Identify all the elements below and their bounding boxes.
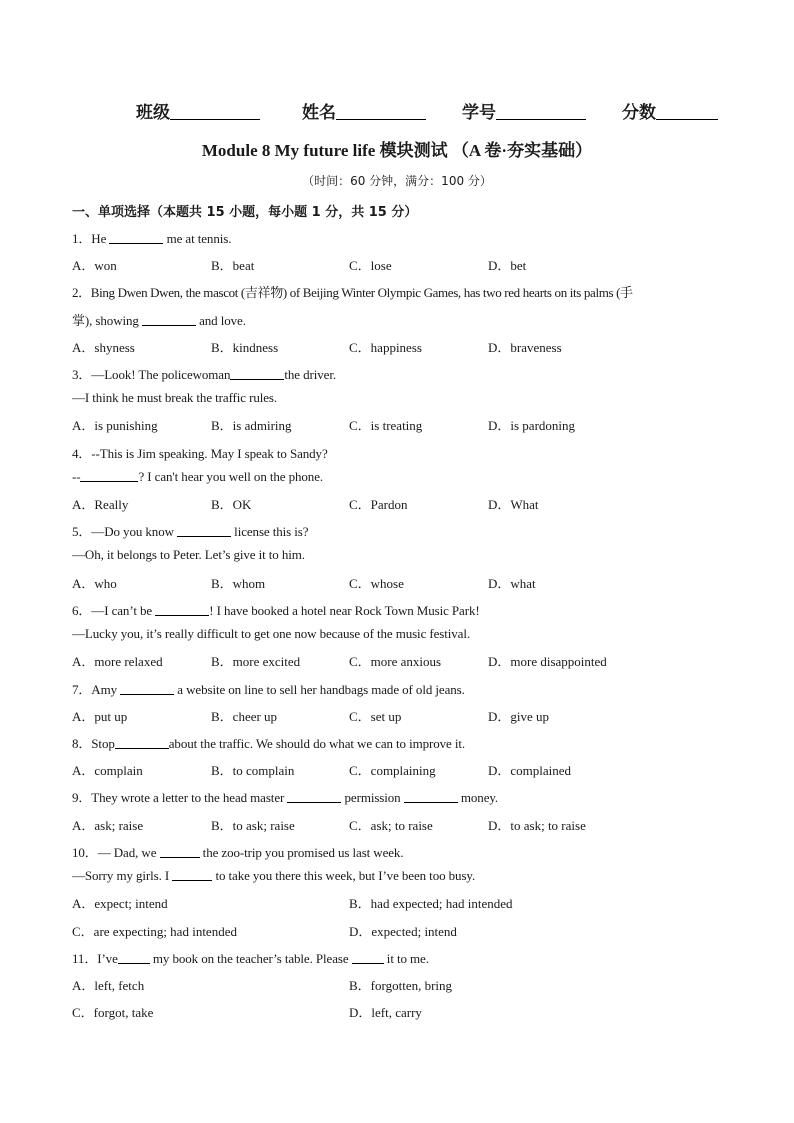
q9-blank-2	[404, 790, 458, 803]
student-no-blank[interactable]	[496, 101, 586, 120]
question-5	[72, 521, 308, 540]
q5-option-c[interactable]: C．whose	[349, 576, 404, 591]
q11-blank-2	[352, 951, 384, 964]
q9-option-d[interactable]: D．to ask; to raise	[488, 818, 586, 833]
q4-option-b[interactable]: B．OK	[211, 497, 252, 512]
class-blank[interactable]	[170, 101, 260, 120]
name-field	[302, 98, 426, 123]
q10-text-a: 10．— Dad, we	[72, 845, 160, 860]
q9-text-b: permission	[341, 790, 404, 805]
q3-blank	[230, 367, 284, 380]
name-blank[interactable]	[336, 101, 426, 120]
q8-text-b: about the traffic. We should do what we can to improve it.	[168, 736, 466, 751]
q4-text-b: ? I can't hear you well on the phone.	[138, 469, 324, 484]
q9-option-b[interactable]: B．to ask; raise	[211, 818, 295, 833]
q6-blank	[155, 603, 209, 616]
question-4: 4．--This is Jim speaking. May I speak to Sandy?	[72, 446, 328, 461]
question-2-cont	[72, 310, 246, 329]
question-4-reply	[72, 469, 323, 485]
q2-text-b: and love.	[195, 313, 246, 328]
question-5-reply: —Oh, it belongs to Peter. Let’s give it to him.	[72, 547, 305, 562]
student-info-row	[136, 98, 736, 122]
question-3	[72, 364, 336, 383]
question-2: 2．Bing Dwen Dwen, the mascot (吉祥物) of Beijing Winter Olympic Games, has two red hearts on its palms (手	[72, 285, 633, 300]
question-8	[72, 733, 465, 752]
q8-text-a: 8．Stop	[72, 736, 115, 751]
q3-option-b[interactable]: B．is admiring	[211, 418, 292, 433]
q6-option-c[interactable]: C．more anxious	[349, 654, 442, 669]
q2-blank	[142, 313, 196, 326]
q1-option-d[interactable]: D．bet	[488, 258, 527, 273]
q3-option-c[interactable]: C．is treating	[349, 418, 423, 433]
question-6-reply: —Lucky you, it’s really difficult to get one now because of the music festival.	[72, 626, 471, 641]
q1-text-b: me at tennis.	[163, 231, 232, 246]
q5-option-a[interactable]: A．who	[72, 576, 117, 591]
q6-option-a[interactable]: A．more relaxed	[72, 654, 163, 669]
q2-option-b[interactable]: B．kindness	[211, 340, 279, 355]
question-3-reply: —I think he must break the traffic rules.	[72, 390, 278, 405]
student-no-field	[462, 98, 586, 123]
q2-option-d[interactable]: D．braveness	[488, 340, 562, 355]
q11-text-a: 11．I’ve	[72, 951, 118, 966]
q7-blank	[120, 682, 174, 695]
q11-option-a[interactable]: A．left, fetch	[72, 978, 145, 993]
q1-blank	[109, 231, 163, 244]
q4-option-d[interactable]: D．What	[488, 497, 539, 512]
class-field	[136, 98, 260, 123]
q9-blank-1	[287, 790, 341, 803]
q2-option-c[interactable]: C．happiness	[349, 340, 422, 355]
q9-option-a[interactable]: A．ask; raise	[72, 818, 144, 833]
q10-option-c[interactable]: C．are expecting; had intended	[72, 924, 237, 939]
q11-text-c: it to me.	[383, 951, 429, 966]
q8-blank	[115, 736, 169, 749]
q5-option-b[interactable]: B．whom	[211, 576, 266, 591]
q11-option-b[interactable]: B．forgotten, bring	[349, 978, 453, 993]
q7-text-b: a website on line to sell her handbags made of old jeans.	[174, 682, 465, 697]
q7-text-a: 7．Amy	[72, 682, 121, 697]
q7-option-c[interactable]: C．set up	[349, 709, 402, 724]
q11-option-c[interactable]: C．forgot, take	[72, 1005, 154, 1020]
section-heading: 一、单项选择（本题共 15 小题，每小题 1 分，共 15 分）	[72, 205, 418, 220]
q3-option-d[interactable]: D．is pardoning	[488, 418, 576, 433]
q6-option-d[interactable]: D．more disappointed	[488, 654, 607, 669]
score-label: 分数	[622, 103, 656, 123]
q10-text-d: to take you there this week, but I’ve been too busy.	[212, 868, 476, 883]
q10-option-d[interactable]: D．expected; intend	[349, 924, 457, 939]
q6-text-a: 6．—I can’t be	[72, 603, 156, 618]
question-1	[72, 228, 231, 247]
q11-option-d[interactable]: D．left, carry	[349, 1005, 422, 1020]
q5-option-d[interactable]: D．what	[488, 576, 536, 591]
q7-option-d[interactable]: D．give up	[488, 709, 550, 724]
q7-option-b[interactable]: B．cheer up	[211, 709, 278, 724]
q3-text-b: the driver.	[284, 367, 336, 382]
q1-option-b[interactable]: B．beat	[211, 258, 255, 273]
q7-option-a[interactable]: A．put up	[72, 709, 128, 724]
class-label: 班级	[136, 103, 170, 123]
q10-option-b[interactable]: B．had expected; had intended	[349, 896, 513, 911]
q3-option-a[interactable]: A．is punishing	[72, 418, 158, 433]
q8-option-b[interactable]: B．to complain	[211, 763, 295, 778]
q6-option-b[interactable]: B．more excited	[211, 654, 301, 669]
q1-option-a[interactable]: A．won	[72, 258, 117, 273]
question-10-reply	[72, 868, 475, 884]
q1-option-c[interactable]: C．lose	[349, 258, 392, 273]
question-6	[72, 600, 480, 619]
question-7	[72, 679, 465, 698]
q10-text-c: —Sorry my girls. I	[72, 868, 173, 883]
q1-text-a: 1．He	[72, 231, 110, 246]
q2-option-a[interactable]: A．shyness	[72, 340, 135, 355]
score-field	[622, 98, 718, 123]
q8-option-d[interactable]: D．complained	[488, 763, 572, 778]
q9-option-c[interactable]: C．ask; to raise	[349, 818, 433, 833]
question-9	[72, 787, 498, 806]
q8-option-a[interactable]: A．complain	[72, 763, 143, 778]
q5-blank	[177, 524, 231, 537]
q10-text-b: the zoo-trip you promised us last week.	[199, 845, 404, 860]
page-title: Module 8 My future life 模块测试 （A 卷·夯实基础）	[201, 141, 593, 160]
page-subtitle: （时间：60 分钟，满分：100 分）	[302, 174, 492, 188]
q10-option-a[interactable]: A．expect; intend	[72, 896, 168, 911]
q5-text-b: license this is?	[231, 524, 309, 539]
q4-option-c[interactable]: C．Pardon	[349, 497, 408, 512]
question-10	[72, 842, 404, 861]
q4-option-a[interactable]: A．Really	[72, 497, 129, 512]
q6-text-b: ! I have booked a hotel near Rock Town Music Park!	[209, 603, 480, 618]
q5-text-a: 5．—Do you know	[72, 524, 178, 539]
q11-blank-1	[118, 951, 150, 964]
question-11	[72, 948, 429, 967]
q10-blank-1	[160, 845, 200, 858]
q3-text-a: 3．—Look! The policewoman	[72, 367, 231, 382]
q2-text-a: 掌), showing	[72, 313, 142, 328]
q8-option-c[interactable]: C．complaining	[349, 763, 436, 778]
student-no-label: 学号	[462, 103, 496, 123]
q11-text-b: my book on the teacher’s table. Please	[149, 951, 352, 966]
name-label: 姓名	[302, 103, 336, 123]
q4-blank	[80, 469, 138, 482]
q9-text-c: money.	[457, 790, 499, 805]
q4-text-a: --	[72, 469, 81, 484]
q9-text-a: 9．They wrote a letter to the head master	[72, 790, 288, 805]
q10-blank-2	[172, 868, 212, 881]
score-blank[interactable]	[656, 101, 718, 120]
